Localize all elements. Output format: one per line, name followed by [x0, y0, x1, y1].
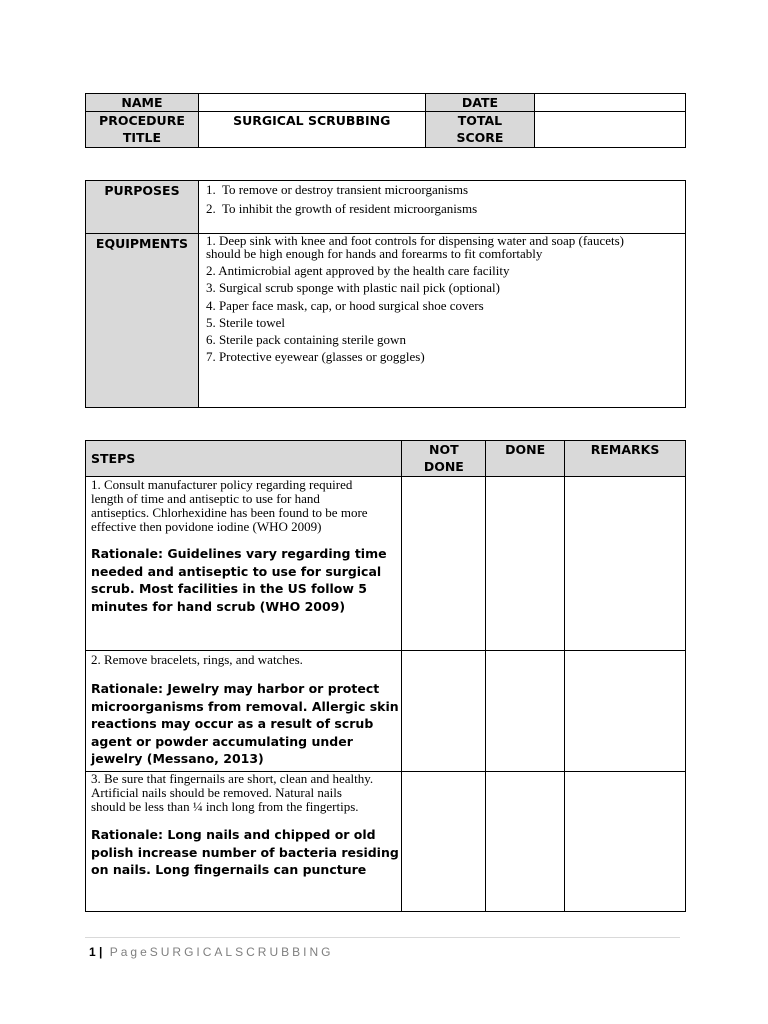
purpose-item-number: 1. — [205, 182, 216, 197]
total-score-label-line1: TOTAL — [457, 113, 503, 128]
not-done-header-line2: DONE — [423, 459, 464, 474]
rationale-text — [91, 680, 401, 768]
not-done-cell[interactable] — [402, 772, 486, 912]
equipments-list — [198, 234, 685, 408]
rationale-line: Rationale: Long nails and chipped or old — [91, 827, 376, 842]
procedure-title-label-line2: TITLE — [122, 130, 162, 145]
rationale-line: on nails. Long fingernails can puncture — [91, 862, 367, 877]
purpose-item-number: 2. — [205, 201, 216, 216]
procedure-title-label — [86, 112, 199, 148]
remarks-cell[interactable] — [565, 651, 686, 772]
footer-label: PageSURGICALSCRUBBING — [109, 945, 334, 959]
purposes-list — [198, 181, 685, 234]
remarks-cell[interactable] — [565, 477, 686, 651]
steps-header: STEPS — [86, 441, 402, 477]
step-line: effective then povidone iodine (WHO 2009) — [91, 519, 322, 534]
purpose-item-text: To remove or destroy transient microorganisms — [221, 182, 469, 197]
not-done-header — [402, 441, 486, 477]
equipment-item: 7. Protective eyewear (glasses or goggles) — [205, 349, 425, 365]
rationale-line: jewelry (Messano, 2013) — [91, 751, 264, 766]
rationale-line: minutes for hand scrub (WHO 2009) — [91, 598, 346, 614]
purposes-equipments-table — [85, 180, 686, 408]
step-line: 3. Be sure that fingernails are short, clean and healthy. — [91, 771, 374, 786]
procedure-title-value: SURGICAL SCRUBBING — [198, 112, 425, 148]
date-label: DATE — [425, 94, 535, 112]
step-line: length of time and antiseptic to use for hand — [91, 491, 320, 506]
rationale-text — [91, 545, 401, 615]
steps-table — [85, 440, 686, 912]
purpose-item — [206, 183, 685, 202]
name-label: NAME — [86, 94, 199, 112]
equipment-item: 3. Surgical scrub sponge with plastic nail pick (optional) — [205, 280, 500, 296]
done-header: DONE — [486, 441, 565, 477]
name-value — [198, 94, 425, 112]
remarks-header: REMARKS — [565, 441, 686, 477]
step-line: Artificial nails should be removed. Natural nails — [91, 785, 342, 800]
step-line: 1. Consult manufacturer policy regarding required — [91, 477, 353, 492]
step-line: 2. Remove bracelets, rings, and watches. — [91, 652, 303, 667]
rationale-line: polish increase number of bacteria residing — [91, 844, 399, 860]
not-done-cell[interactable] — [402, 651, 486, 772]
table-row — [86, 772, 686, 912]
step-line: antiseptics. Chlorhexidine has been found to be more — [91, 505, 368, 520]
rationale-line: scrub. Most facilities in the US follow 5 — [91, 581, 367, 596]
equipment-item: 4. Paper face mask, cap, or hood surgical shoe covers — [205, 297, 484, 313]
footer-divider — [85, 937, 680, 938]
rationale-line: microorganisms from removal. Allergic skin — [91, 698, 399, 714]
page-number: 1 — [89, 945, 96, 959]
equipment-item-line: should be high enough for hands and forearms to fit comfortably — [205, 246, 543, 261]
purpose-item-text: To inhibit the growth of resident microorganisms — [221, 201, 478, 216]
not-done-cell[interactable] — [402, 477, 486, 651]
step-line: should be less than ¼ inch long from the fingertips. — [91, 799, 359, 814]
step-cell — [86, 477, 402, 651]
purposes-label: PURPOSES — [86, 181, 199, 234]
equipment-item: 6. Sterile pack containing sterile gown — [205, 332, 406, 348]
step-text — [91, 772, 401, 814]
remarks-cell[interactable] — [565, 772, 686, 912]
procedure-title-label-line1: PROCEDURE — [99, 113, 185, 128]
date-value — [535, 94, 686, 112]
equipment-item-line: 1. Deep sink with knee and foot controls for dispensing water and soap (faucets) — [205, 233, 624, 248]
table-row — [86, 477, 686, 651]
procedure-info-table — [85, 93, 686, 148]
total-score-label-line2: SCORE — [456, 130, 504, 145]
rationale-line: Rationale: Jewelry may harbor or protect — [91, 681, 380, 696]
total-score-value — [535, 112, 686, 148]
purpose-item — [206, 202, 685, 221]
table-row — [86, 651, 686, 772]
total-score-label — [425, 112, 535, 148]
step-text — [91, 478, 401, 534]
equipment-item — [206, 234, 685, 260]
step-cell — [86, 651, 402, 772]
page-footer — [89, 945, 333, 959]
footer-separator: | — [99, 945, 103, 959]
rationale-line: reactions may occur as a result of scrub — [91, 716, 374, 731]
step-cell — [86, 772, 402, 912]
step-text — [91, 653, 401, 667]
rationale-line: Rationale: Guidelines vary regarding time — [91, 546, 387, 561]
equipment-item: 5. Sterile towel — [205, 314, 286, 330]
rationale-line: needed and antiseptic to use for surgical — [91, 563, 382, 579]
done-cell[interactable] — [486, 651, 565, 772]
not-done-header-line1: NOT — [429, 442, 459, 457]
rationale-text — [91, 826, 401, 879]
equipment-item: 2. Antimicrobial agent approved by the health care facility — [205, 263, 510, 278]
done-cell[interactable] — [486, 772, 565, 912]
done-cell[interactable] — [486, 477, 565, 651]
rationale-line: agent or powder accumulating under — [91, 733, 353, 749]
equipments-label: EQUIPMENTS — [86, 234, 199, 408]
